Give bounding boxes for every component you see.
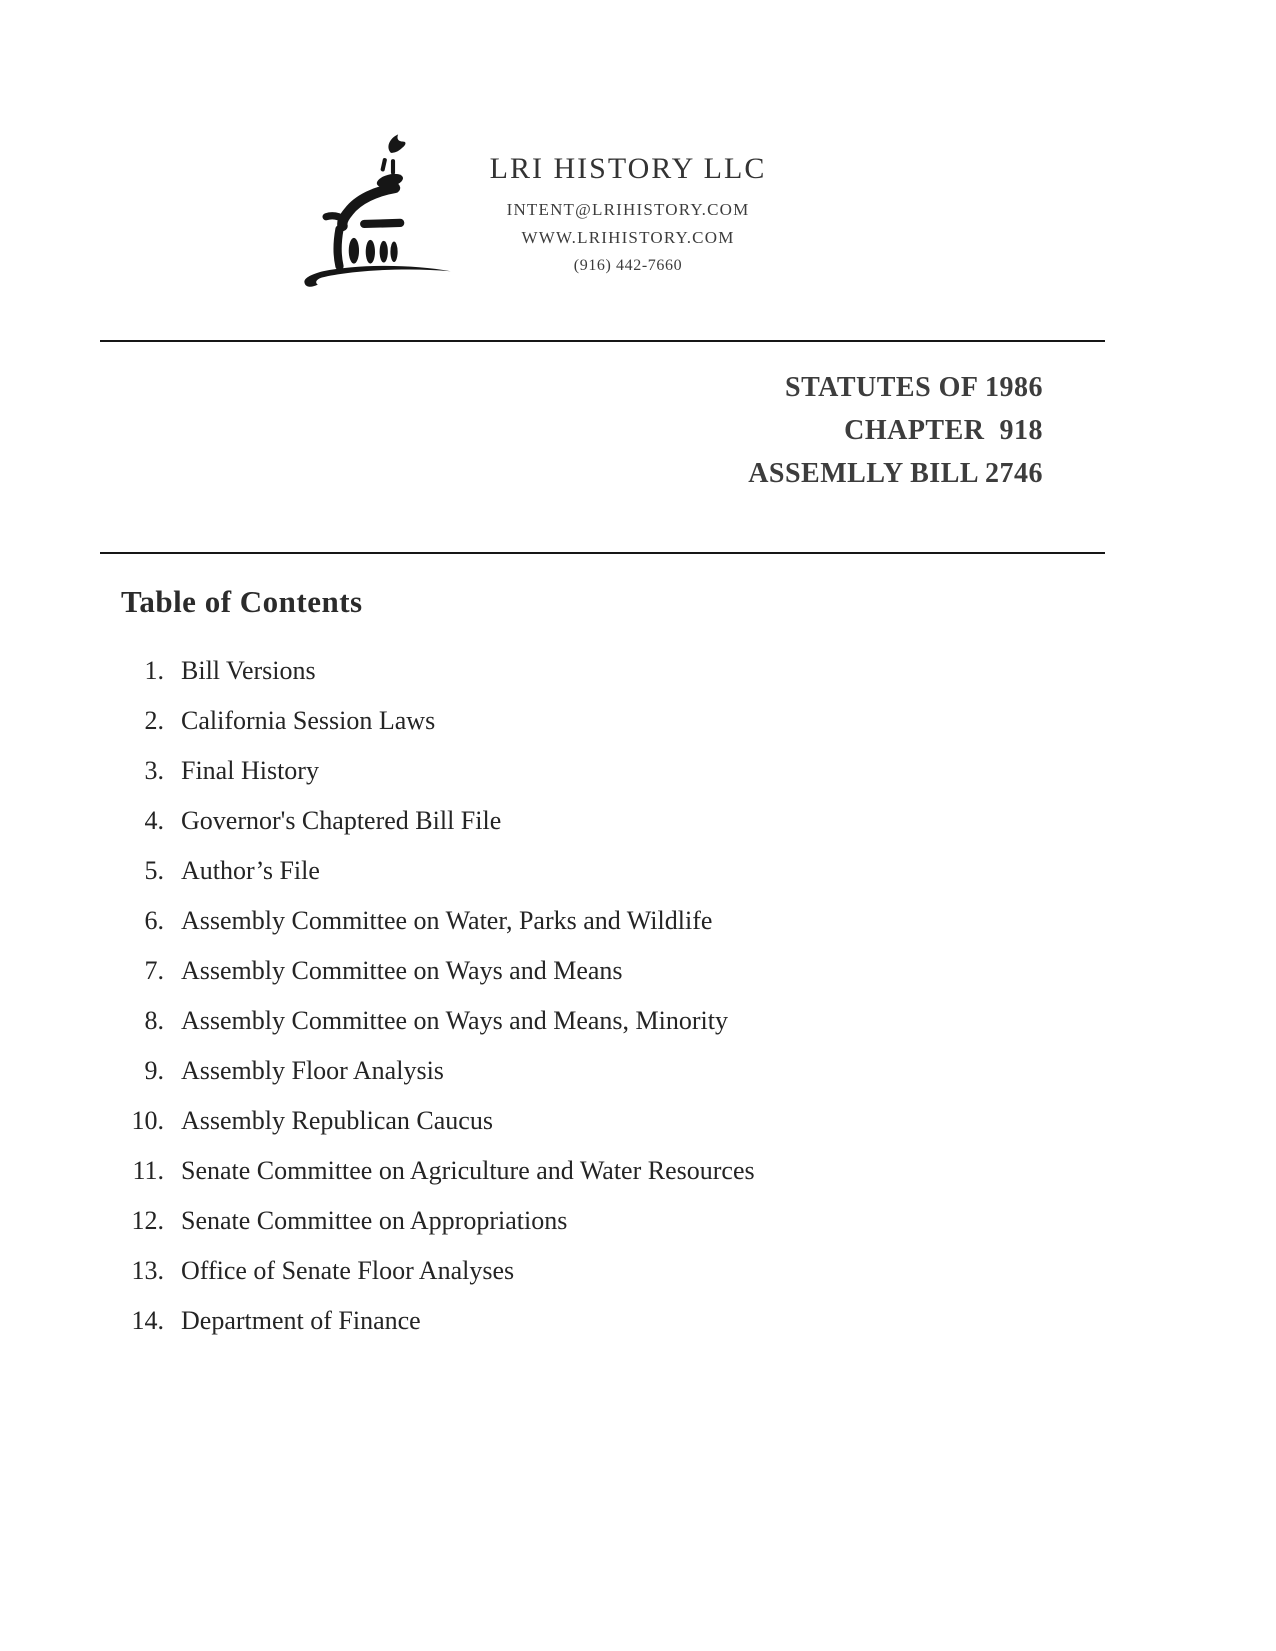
toc-item-number: 12. [131,1206,164,1235]
toc-item-number: 1. [144,656,164,685]
toc-item-label: Final History [181,756,319,785]
toc-item [100,705,1100,755]
toc-item-number: 6. [144,906,164,935]
toc-item [100,1005,1100,1055]
company-website: WWW.LRIHISTORY.COM [521,228,735,247]
toc-item-number: 7. [144,956,164,985]
toc-item-number: 3. [144,756,164,785]
toc-item [100,805,1100,855]
toc-item-number: 14. [131,1306,164,1335]
toc-item [100,905,1100,955]
letterhead [348,152,908,279]
toc-item-label: Governor's Chaptered Bill File [181,806,502,835]
toc-item-label: Author’s File [181,856,320,885]
statute-line-year: STATUTES OF 1986 [785,372,1043,403]
toc-list [100,655,1100,1355]
toc-item-number: 10. [131,1106,164,1135]
toc-item-label: Office of Senate Floor Analyses [181,1256,515,1285]
toc-item-number: 11. [132,1156,164,1185]
divider-top [100,340,1105,342]
toc-item [100,1205,1100,1255]
toc-item [100,1155,1100,1205]
toc-item-label: Assembly Committee on Ways and Means, Minority [181,1006,728,1035]
toc-item-number: 5. [144,856,164,885]
toc-item [100,855,1100,905]
toc-item [100,1055,1100,1105]
toc-item-number: 2. [144,706,164,735]
toc-item-label: Assembly Floor Analysis [181,1056,444,1085]
toc-item-number: 4. [144,806,164,835]
toc-item-number: 8. [144,1006,164,1035]
company-email: INTENT@LRIHISTORY.COM [506,200,750,219]
statute-line-bill: ASSEMLLY BILL 2746 [748,458,1043,489]
toc-item [100,755,1100,805]
toc-title: Table of Contents [121,584,363,619]
statute-line-chapter: CHAPTER 918 [844,415,1043,446]
toc-item-label: Assembly Republican Caucus [181,1106,493,1135]
toc-item-label: Assembly Committee on Ways and Means [181,956,623,985]
toc-item [100,1305,1100,1355]
toc-item-label: Department of Finance [181,1306,421,1335]
company-name: LRI HISTORY LLC [489,152,767,185]
toc-item-number: 9. [144,1056,164,1085]
toc-item [100,1255,1100,1305]
toc-item [100,655,1100,705]
statute-block [748,366,1043,495]
toc-item-number: 13. [131,1256,164,1285]
toc-item-label: California Session Laws [181,706,436,735]
toc-item-label: Assembly Committee on Water, Parks and Wildlife [181,906,713,935]
divider-bottom [100,552,1105,554]
toc-item [100,1105,1100,1155]
toc-item-label: Senate Committee on Agriculture and Water Resources [181,1156,755,1185]
toc-item [100,955,1100,1005]
toc-item-label: Senate Committee on Appropriations [181,1206,568,1235]
company-phone: (916) 442-7660 [573,257,683,274]
toc-item-label: Bill Versions [181,656,316,685]
